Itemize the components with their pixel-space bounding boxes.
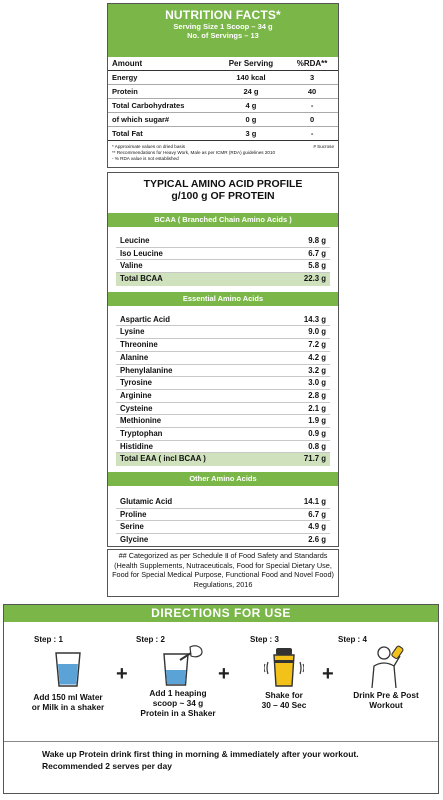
table-row — [108, 71, 338, 85]
list-item — [116, 365, 330, 378]
other-amino-list — [108, 486, 338, 551]
total-label: Total EAA ( incl BCAA ) — [120, 454, 206, 464]
plus-sign: + — [218, 663, 230, 685]
step-3 — [240, 635, 328, 710]
servings-count: No. of Servings – 13 — [187, 31, 259, 40]
amino-title-line1: TYPICAL AMINO ACID PROFILE — [143, 178, 303, 190]
glass-of-water-icon — [53, 650, 83, 688]
sucrose-note: # Sucrose — [313, 144, 334, 149]
plus-sign: + — [322, 663, 334, 685]
nutrient-name: of which sugar# — [108, 113, 216, 127]
nutrient-amount: 0 g — [216, 113, 286, 127]
list-item — [116, 521, 330, 534]
nutrient-rda: 40 — [286, 85, 338, 99]
step-desc-line: Shake for — [265, 690, 303, 700]
directions-panel — [3, 604, 439, 794]
amino-name: Proline — [120, 509, 147, 519]
nutrient-amount: 4 g — [216, 99, 286, 113]
total-value: 22.3 g — [303, 274, 326, 284]
amino-value: 9.0 g — [308, 327, 326, 337]
amino-value: 14.3 g — [303, 314, 326, 324]
list-item — [116, 403, 330, 416]
amino-name: Cysteine — [120, 403, 153, 413]
table-row — [108, 127, 338, 141]
amino-name: Arginine — [120, 390, 152, 400]
amino-value: 1.9 g — [308, 416, 326, 426]
amino-name: Leucine — [120, 236, 150, 245]
amino-value: 6.7 g — [308, 509, 326, 519]
list-item — [116, 415, 330, 428]
bcaa-list — [108, 227, 338, 290]
amino-acid-profile-panel — [107, 172, 339, 547]
nutrient-rda: 0 — [286, 113, 338, 127]
amino-value: 0.8 g — [308, 441, 326, 451]
eaa-list — [108, 306, 338, 470]
note-line: - % RDA value is not established — [112, 156, 179, 161]
list-item — [116, 509, 330, 522]
shaker-bottle-icon — [264, 646, 304, 688]
list-item — [116, 390, 330, 403]
amino-value: 6.7 g — [308, 248, 326, 258]
table-row — [108, 85, 338, 99]
amino-value: 5.8 g — [308, 261, 326, 271]
table-row — [108, 99, 338, 113]
nutrition-facts-title: NUTRITION FACTS* — [165, 8, 281, 22]
total-label: Total BCAA — [120, 274, 163, 284]
step-1 — [18, 635, 118, 712]
directions-title: DIRECTIONS FOR USE — [4, 605, 438, 622]
directions-recommendation — [4, 741, 438, 793]
note-line: ** Recommendations for Heavy Work, Male as per ICMR (RDA) guidelines 2010 — [112, 150, 276, 155]
table-row — [108, 113, 338, 127]
step-desc-line: scoop ~ 34 g — [152, 698, 204, 708]
step-label: Step : 2 — [136, 635, 165, 644]
step-description — [240, 690, 328, 710]
amino-value: 4.2 g — [308, 352, 326, 362]
nutrient-name: Total Fat — [108, 127, 216, 141]
amino-value: 9.8 g — [308, 236, 326, 245]
bcaa-total-row — [116, 273, 330, 286]
amino-name: Glycine — [120, 535, 149, 545]
amino-value: 4.9 g — [308, 522, 326, 532]
nutrient-name: Total Carbohydrates — [108, 99, 216, 113]
step-2 — [128, 635, 228, 718]
list-item — [116, 428, 330, 441]
nutrition-facts-panel — [107, 3, 339, 168]
eaa-section-header: Essential Amino Acids — [108, 292, 338, 306]
list-item — [116, 235, 330, 248]
nutrient-rda: - — [286, 99, 338, 113]
step-desc-line: or Milk in a shaker — [31, 702, 105, 712]
amino-value: 7.2 g — [308, 340, 326, 350]
other-amino-section-header: Other Amino Acids — [108, 472, 338, 486]
nutrition-table — [108, 57, 338, 141]
amino-value: 2.1 g — [308, 403, 326, 413]
list-item — [116, 314, 330, 327]
list-item — [116, 339, 330, 352]
amino-value: 2.6 g — [308, 535, 326, 545]
total-value: 71.7 g — [303, 454, 326, 464]
nutrient-amount: 3 g — [216, 127, 286, 141]
nutrient-amount: 24 g — [216, 85, 286, 99]
list-item — [116, 496, 330, 509]
amino-name: Histidine — [120, 441, 153, 451]
amino-value: 14.1 g — [303, 497, 326, 506]
list-item — [116, 326, 330, 339]
step-label: Step : 3 — [250, 635, 279, 644]
nutrition-table-header — [108, 57, 338, 71]
amino-value: 0.9 g — [308, 428, 326, 438]
plus-sign: + — [116, 663, 128, 685]
amino-name: Alanine — [120, 352, 149, 362]
amino-name: Iso Leucine — [120, 248, 163, 258]
amino-name: Tryptophan — [120, 428, 163, 438]
steps-row — [4, 635, 438, 735]
nutrient-name: Energy — [108, 71, 216, 85]
column-header-rda: %RDA** — [286, 57, 338, 71]
nutrition-facts-header — [108, 4, 338, 57]
amino-name: Serine — [120, 522, 144, 532]
eaa-total-row — [116, 453, 330, 466]
step-label: Step : 4 — [338, 635, 367, 644]
list-item — [116, 441, 330, 454]
amino-name: Tyrosine — [120, 378, 152, 388]
nutrient-amount: 140 kcal — [216, 71, 286, 85]
step-desc-line: 30 – 40 Sec — [261, 700, 307, 710]
amino-title-line2: g/100 g OF PROTEIN — [171, 190, 275, 202]
recommendation-line: Wake up Protein drink first thing in morning & immediately after your workout. — [42, 749, 359, 759]
column-header-amount: Amount — [108, 57, 216, 71]
amino-value: 3.0 g — [308, 378, 326, 388]
amino-name: Lysine — [120, 327, 145, 337]
step-desc-line: Add 150 ml Water — [33, 692, 103, 702]
step-desc-line: Add 1 heaping — [149, 688, 207, 698]
step-desc-line: Drink Pre & Post — [353, 690, 419, 700]
amino-name: Phenylalanine — [120, 365, 173, 375]
nutrient-rda: 3 — [286, 71, 338, 85]
amino-name: Methionine — [120, 416, 162, 426]
list-item — [116, 377, 330, 390]
step-4 — [338, 635, 434, 710]
step-desc-line: Workout — [369, 700, 403, 710]
person-drinking-icon — [364, 644, 408, 688]
note-line: * Approximate values on dried basis — [112, 144, 186, 149]
nutrition-notes — [108, 141, 338, 162]
amino-name: Threonine — [120, 340, 158, 350]
regulation-footnote: ## Categorized as per Schedule Ⅱ of Food Safety and Standards (Health Supplements, Nutraceuticals, Food for Special Dietary Use, Food for Special Medical Purpose, Functional Food and Novel Food) Regulations, 2016 — [107, 549, 339, 597]
serving-size: Serving Size 1 Scoop – 34 g — [173, 22, 273, 31]
list-item — [116, 248, 330, 261]
nutrient-rda: - — [286, 127, 338, 141]
amino-name: Glutamic Acid — [120, 497, 173, 506]
list-item — [116, 352, 330, 365]
step-description — [18, 692, 118, 712]
amino-name: Valine — [120, 261, 143, 271]
list-item — [116, 260, 330, 273]
step-label: Step : 1 — [34, 635, 63, 644]
step-description — [128, 688, 228, 718]
column-header-per-serving: Per Serving — [216, 57, 286, 71]
amino-profile-title — [108, 173, 338, 213]
scoop-and-glass-icon — [150, 644, 206, 686]
amino-value: 3.2 g — [308, 365, 326, 375]
amino-name: Aspartic Acid — [120, 314, 170, 324]
step-desc-line: Protein in a Shaker — [140, 708, 216, 718]
amino-value: 2.8 g — [308, 390, 326, 400]
bcaa-section-header: BCAA ( Branched Chain Amino Acids ) — [108, 213, 338, 227]
nutrient-name: Protein — [108, 85, 216, 99]
list-item — [116, 534, 330, 547]
step-description — [338, 690, 434, 710]
recommendation-line: Recommended 2 serves per day — [42, 761, 172, 771]
